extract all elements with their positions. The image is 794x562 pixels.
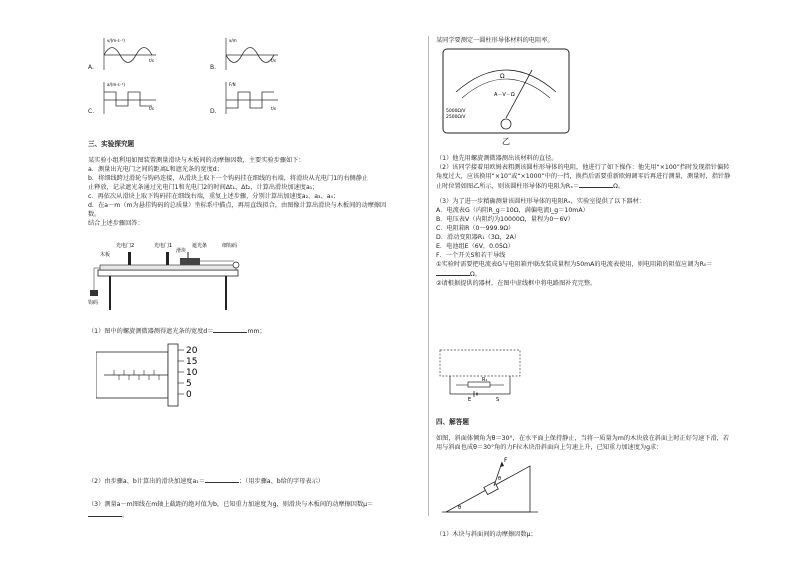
section3-title: 三、实验探究题	[88, 140, 135, 148]
micrometer-diagram	[96, 342, 226, 412]
micrometer-tick-10: 10	[186, 368, 198, 378]
meter-scale-center: A－V－Ω	[494, 92, 515, 98]
p2c: 止时位置如图乙所示，则该圆柱形导体的电阻为Rₓ＝	[436, 183, 580, 190]
c1-blank-line	[436, 269, 771, 279]
question-2	[88, 476, 324, 486]
q2-blank[interactable]	[205, 476, 239, 483]
step-c: c．再依次从滑块上取下钩码挂在细线右端，重复上述步骤，分别计算出加速度a₂、a₃、a₄；	[88, 193, 340, 200]
p2a: （2）该同学接着用欧姆表粗测该圆柱形导体的电阻，他进行了如下操作：他先用“×100”挡时发现指针偏转	[436, 164, 730, 171]
q4-intro-a: 如图，斜面体倾角为θ＝30°，在水平面上保持静止，当将一质量为m的木块放在斜面上时正好匀速下滑，若	[436, 435, 730, 442]
c2: ②请根据提供的器材，在图中虚线框中将电路图补充完整。	[436, 280, 597, 287]
item-e: E．电池组E（6V，0.05Ω）	[436, 243, 514, 250]
c1: ①实验时需要把电流表G与电阻箱并联改装成量程为50mA的电流表使用，则电阻箱的阻值应调为R₀＝	[436, 261, 713, 268]
circuit-diagram	[438, 348, 528, 402]
q2-text: （2）由步骤a、b计算出的滑块加速度a₁＝	[88, 478, 205, 485]
micrometer-tick-15: 15	[186, 357, 198, 367]
c1-tail: Ω。	[470, 271, 481, 278]
multimeter-diagram	[442, 48, 570, 146]
item-d: D．滑动变阻器R₁（3Ω，2A）	[436, 234, 521, 241]
column-divider	[428, 36, 429, 516]
step-b2: 止释放，记录遮光条通过光电门1和光电门2的时间Δt₁、Δt₂，计算出滑块加速度a₁；	[88, 184, 319, 191]
option-b-label: B.	[210, 64, 217, 71]
meter-spec-2: 2500Ω/V	[446, 115, 466, 120]
incline-theta1: θ	[458, 505, 462, 511]
option-c-xlabel: t/s	[149, 106, 154, 111]
item-c: C．电阻箱R（0～999.9Ω）	[436, 225, 515, 232]
section4-title: 四、解答题	[436, 418, 469, 426]
option-a-xlabel: t/s	[149, 58, 154, 63]
option-d-xlabel: t/s	[271, 106, 276, 111]
circuit-e: E	[468, 397, 472, 402]
option-c-graph	[98, 80, 158, 118]
q3-tail: 。	[122, 512, 129, 519]
section-3	[88, 132, 418, 228]
right-header: 某同学要测定一圆柱形导体材料的电阻率。	[436, 37, 554, 44]
p2-tail: Ω。	[613, 183, 625, 190]
p2c-line	[436, 181, 771, 191]
board-label: 木板	[100, 252, 111, 258]
q3-blank[interactable]	[88, 510, 122, 517]
slider-label: 滑块	[176, 248, 187, 254]
option-b-graph	[220, 36, 280, 74]
right-column	[436, 36, 771, 538]
option-c-ylabel: a/(m·s⁻²)	[107, 82, 125, 87]
q4-intro-b: 用与斜面也成θ＝30°角的力F拉木块沿斜面向上匀速上升，已知重力加速度为g求：	[436, 444, 663, 451]
gate2-label: 光电门2	[116, 243, 135, 249]
option-graphs	[88, 36, 418, 122]
option-c-label: C.	[88, 108, 95, 115]
incline-theta2: θ	[498, 476, 502, 482]
q2-tail: ；（用步骤a、b给的字母表示）	[238, 478, 324, 485]
p2b: 角度过大，应该换用“×10”或“×1000”中的一挡，换挡后需要重新欧姆调零后再进行测量，测量时，指针静	[436, 173, 731, 180]
section-4	[436, 410, 771, 452]
circuit-s: S	[496, 397, 500, 402]
hook-label: 钩码	[88, 300, 99, 306]
option-d-graph	[220, 80, 280, 118]
incline-f: F	[504, 457, 508, 464]
option-b-xlabel: t/s	[271, 58, 276, 63]
q1-text: （1）图中的螺旋测微器测得遮光条的宽度d＝	[88, 328, 214, 335]
p2-blank[interactable]	[579, 181, 613, 188]
meter-omega: Ω	[500, 73, 505, 80]
circuit-r1: R₁	[482, 377, 488, 383]
micrometer-tick-0: 0	[186, 390, 192, 400]
step-d: d．在a－m（m为悬挂钩码的总质量）坐标系中描点，再用直线拟合，由图像计算出滑块与木板间的动摩擦因	[88, 202, 387, 209]
q3-text: （3）测量a－m图线在m轴上截距的绝对值为b，已知重力加速度为g，则滑块与木板间的动摩擦因数μ＝	[88, 501, 374, 508]
right-part-1	[436, 154, 771, 288]
option-a-graph	[98, 36, 158, 74]
item-f: F．一个开关S和若干导线	[436, 252, 506, 259]
q1-unit: mm；	[247, 328, 266, 335]
question-1	[88, 326, 266, 336]
q4-part1: （1）木块与斜面间的动摩擦因数μ；	[436, 531, 537, 538]
meter-caption: 乙	[502, 137, 510, 146]
option-b-ylabel: x/m	[229, 38, 237, 43]
question-3-blank-line	[88, 510, 128, 520]
item-b: B．电压表V（内阻约为10000Ω，量程为0～6V）	[436, 216, 574, 223]
option-a-ylabel: v/(m·s⁻¹)	[107, 38, 125, 43]
weights-label: 细钩码	[222, 243, 238, 249]
meter-spec-1: 5000Ω/V	[446, 109, 466, 114]
strip-label: 遮光条	[192, 243, 208, 249]
step-b: b．将细线跨过滑轮与钩码连接，从滑块上取下一个钩码挂在细线的右端，将滑块从光电门1的右侧静止	[88, 175, 369, 182]
apparatus-diagram	[88, 238, 248, 312]
question-3	[88, 500, 373, 509]
option-d-label: D.	[210, 108, 217, 115]
option-d-ylabel: F/N	[229, 82, 236, 87]
step-d2: 数。	[88, 211, 101, 218]
p3: （3）为了进一步精确测量该圆柱形导体的电阻Rₓ，实验室提供了以下器材：	[436, 198, 645, 205]
answer-prompt: 结合上述步骤回答：	[88, 220, 144, 227]
micrometer-tick-5: 5	[186, 379, 192, 389]
micrometer-tick-20: 20	[186, 346, 198, 356]
q1-blank[interactable]	[213, 326, 247, 333]
p1: （1）他先用螺旋测微器测出该材料的直径。	[436, 155, 558, 162]
c1-blank[interactable]	[436, 269, 470, 276]
incline-diagram	[442, 452, 542, 522]
option-a-label: A.	[88, 64, 94, 71]
experiment-intro: 某实验小组利用如图装置测量滑块与木板间的动摩擦因数，主要实验步骤如下：	[88, 157, 305, 164]
item-a: A．电流表G（内阻R_g＝10Ω，满偏电流I_g＝10mA）	[436, 207, 589, 214]
step-a: a．测量出光电门之间的距离L和遮光条的宽度d；	[88, 166, 223, 173]
gate1-label: 光电门1	[154, 243, 173, 249]
